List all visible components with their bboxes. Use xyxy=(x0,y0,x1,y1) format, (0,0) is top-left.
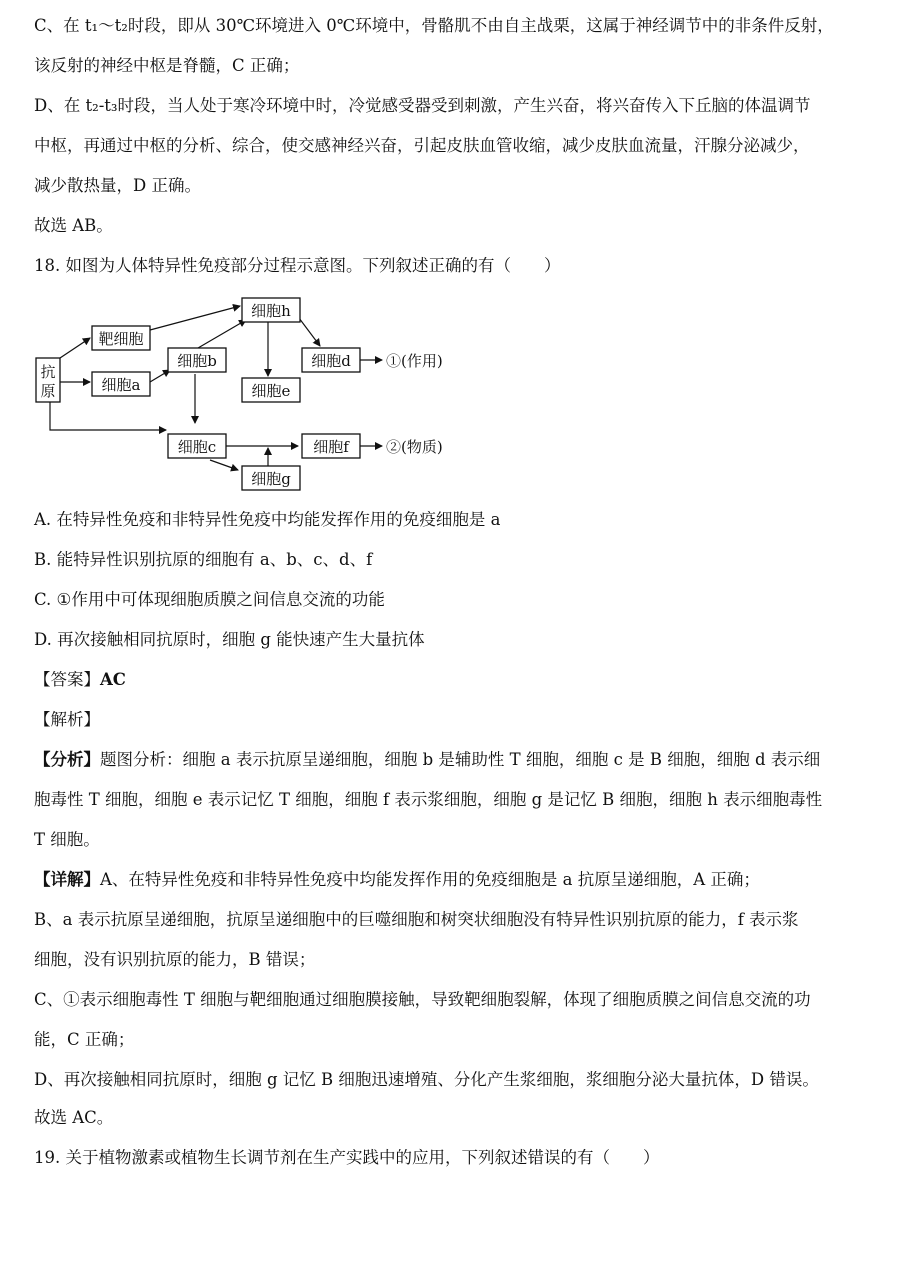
edge-target-h xyxy=(150,306,240,330)
detail-line-2: B、a 表示抗原呈递细胞，抗原呈递细胞中的巨噬细胞和树突状细胞没有特异性识别抗原的能力，f 表示浆 xyxy=(34,910,799,929)
detail-text-1: A、在特异性免疫和非特异性免疫中均能发挥作用的免疫细胞是 a 抗原呈递细胞，A 正确； xyxy=(100,870,760,889)
node-cell-e-label: 细胞e xyxy=(251,382,291,400)
immune-process-diagram xyxy=(30,290,470,500)
analysis-line-1 xyxy=(34,748,820,772)
detail-tag: 【详解】 xyxy=(34,870,100,889)
text-line-4: 中枢，再通过中枢的分析、综合，使交感神经兴奋，引起皮肤血管收缩，减少皮肤血流量，汗腺分泌减少， xyxy=(34,136,810,155)
node-antigen-label-top: 抗 xyxy=(40,363,56,381)
detail-line-6: D、再次接触相同抗原时，细胞 g 记忆 B 细胞迅速增殖、分化产生浆细胞，浆细胞分泌大量抗体，D 错误。 xyxy=(34,1070,819,1089)
text-line-1: C、在 t₁～t₂时段，即从 30℃环境进入 0℃环境中，骨骼肌不由自主战栗，这属于神经调节中的非条件反射， xyxy=(34,16,834,35)
detail-line-1 xyxy=(34,868,760,892)
analysis-line-2: 胞毒性 T 细胞，细胞 e 表示记忆 T 细胞，细胞 f 表示浆细胞，细胞 g 是记忆 B 细胞，细胞 h 表示细胞毒性 xyxy=(34,790,823,809)
edge-a-b xyxy=(150,370,170,382)
text-line-2: 该反射的神经中枢是脊髓，C 正确； xyxy=(34,56,300,75)
text-line-5: 减少散热量，D 正确。 xyxy=(34,176,201,195)
node-cell-a-label: 细胞a xyxy=(101,376,141,394)
option-b: B. 能特异性识别抗原的细胞有 a、b、c、d、f xyxy=(34,550,373,569)
analysis-subtag: 【分析】 xyxy=(34,750,100,769)
node-cell-g-label: 细胞g xyxy=(251,470,291,488)
edge-antigen-c xyxy=(50,402,166,430)
text-line-3: D、在 t₂-t₃时段，当人处于寒冷环境中时，冷觉感受器受到刺激，产生兴奋，将兴奋传入下丘脑的体温调节 xyxy=(34,96,811,115)
edge-b-h xyxy=(198,320,246,348)
detail-line-4: C、①表示细胞毒性 T 细胞与靶细胞通过细胞膜接触，导致靶细胞裂解，体现了细胞质膜之间信息交流的功 xyxy=(34,990,811,1009)
answer-line xyxy=(34,668,126,692)
analysis-text-1: 题图分析：细胞 a 表示抗原呈递细胞，细胞 b 是辅助性 T 细胞，细胞 c 是 B 细胞，细胞 d 表示细 xyxy=(100,750,821,769)
output-2-label: ②(物质) xyxy=(386,438,443,456)
node-antigen-label-bottom: 原 xyxy=(40,382,56,400)
detail-line-3: 细胞，没有识别抗原的能力，B 错误； xyxy=(34,950,316,969)
option-a: A. 在特异性免疫和非特异性免疫中均能发挥作用的免疫细胞是 a xyxy=(34,510,501,529)
question-19-stem: 19. 关于植物激素或植物生长调节剂在生产实践中的应用，下列叙述错误的有（ ） xyxy=(34,1148,660,1167)
detail-line-7: 故选 AC。 xyxy=(34,1108,114,1127)
edge-c-g xyxy=(210,460,238,470)
node-cell-b-label: 细胞b xyxy=(177,352,217,370)
text-line-6: 故选 AB。 xyxy=(34,216,113,235)
answer-tag: 【答案】 xyxy=(34,670,100,689)
output-1-label: ①(作用) xyxy=(386,352,443,370)
edge-antigen-target xyxy=(60,338,90,358)
node-cell-f-label: 细胞f xyxy=(313,438,349,456)
analysis-tag: 【解析】 xyxy=(34,710,100,729)
node-target-label: 靶细胞 xyxy=(98,330,144,348)
question-18-stem: 18. 如图为人体特异性免疫部分过程示意图。下列叙述正确的有（ ） xyxy=(34,256,561,275)
analysis-line-3: T 细胞。 xyxy=(34,830,100,849)
node-cell-h-label: 细胞h xyxy=(251,302,291,320)
answer-value: AC xyxy=(100,670,126,689)
node-cell-d-label: 细胞d xyxy=(311,352,351,370)
detail-line-5: 能，C 正确； xyxy=(34,1030,135,1049)
option-c: C. ①作用中可体现细胞质膜之间信息交流的功能 xyxy=(34,590,385,609)
option-d: D. 再次接触相同抗原时，细胞 g 能快速产生大量抗体 xyxy=(34,630,425,649)
node-cell-c-label: 细胞c xyxy=(177,438,217,456)
